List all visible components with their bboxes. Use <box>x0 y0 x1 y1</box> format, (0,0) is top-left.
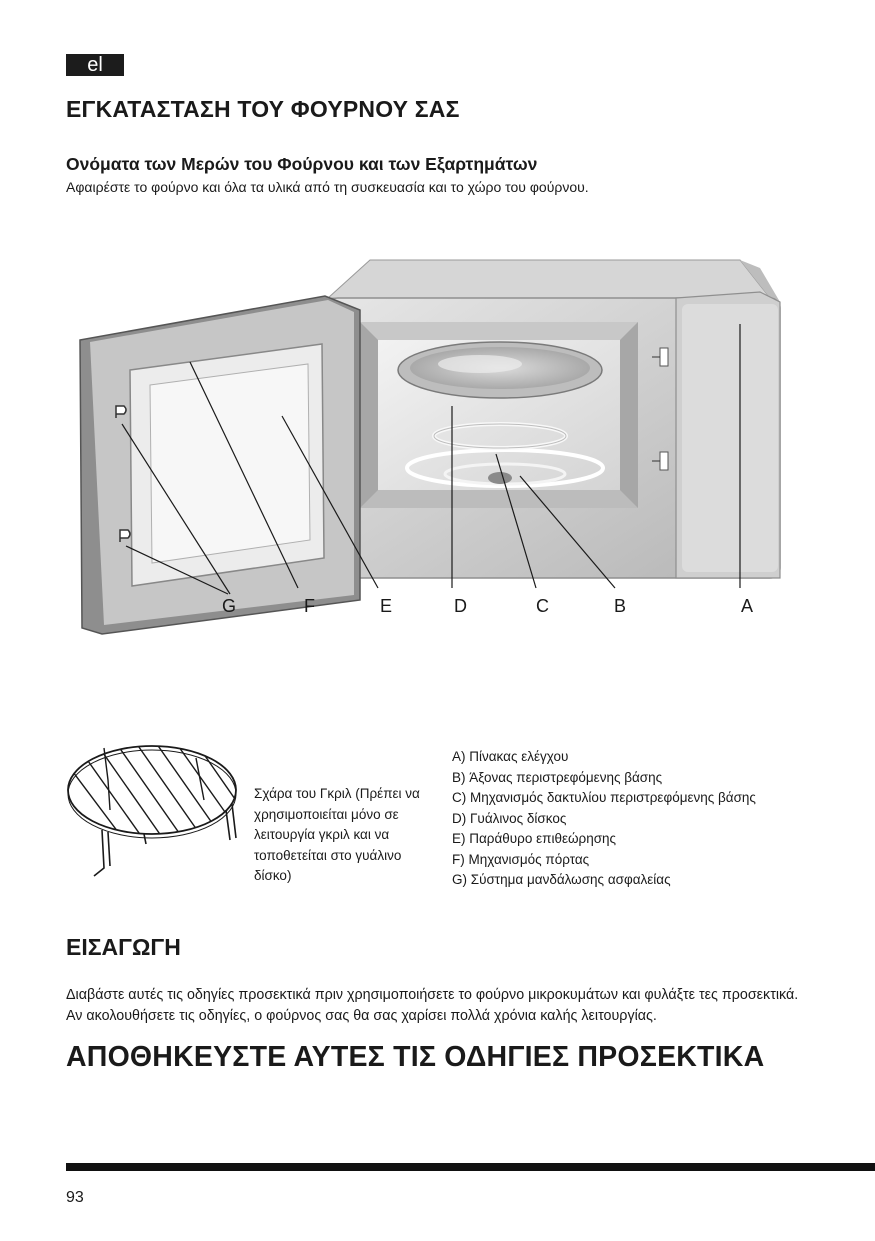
intro-heading: ΕΙΣΑΓΩΓΗ <box>66 934 181 960</box>
list-item: C) Μηχανισμός δακτυλίου περιστρεφόμενης βάσης <box>452 790 756 805</box>
rack-caption: Σχάρα του Γκριλ (Πρέπει να χρησιμοποιείται μόνο σε λειτουργία γκριλ και να τοποθετείται στο γυάλινο δίσκο) <box>254 786 420 883</box>
list-item: F) Μηχανισμός πόρτας <box>452 851 590 867</box>
glass-tray <box>398 342 602 398</box>
label-d: D <box>454 596 467 616</box>
intro-body: Διαβάστε αυτές τις οδηγίες προσεκτικά πριν χρησιμοποιήσετε το φούρνο μικροκυμάτων και φυλάξτε τες προσεκτικά. Αν ακολουθήσετε τις οδηγίες, ο φούρνος σας θα σας χαρίσει πολλά χρόνια καλής λειτουργίας. <box>66 987 799 1024</box>
label-f: F <box>304 596 315 616</box>
oven-door <box>80 296 360 634</box>
footer-rule <box>66 1163 875 1171</box>
save-instructions-headline: ΑΠΟΘΗΚΕΥΣΤΕ ΑΥΤΕΣ ΤΙΣ ΟΔΗΓΙΕΣ ΠΡΟΣΕΚΤΙΚΑ <box>66 1041 765 1073</box>
parts-heading: Ονόματα των Μερών του Φούρνου και των Εξαρτημάτων <box>66 154 538 174</box>
list-item: D) Γυάλινος δίσκος <box>452 810 567 826</box>
label-b: B <box>614 596 627 616</box>
microwave-diagram <box>60 240 850 640</box>
label-c: C <box>536 596 549 616</box>
parts-list <box>452 747 756 891</box>
page-number: 93 <box>66 1189 84 1206</box>
page-title: ΕΓΚΑΤΑΣΤΑΣΗ ΤΟΥ ΦΟΥΡΝΟΥ ΣΑΣ <box>66 96 460 122</box>
label-e: E <box>380 596 393 616</box>
parts-intro: Αφαιρέστε το φούρνο και όλα τα υλικά από τη συσκευασία και το χώρο του φούρνου. <box>66 179 589 195</box>
language-badge: el <box>66 54 124 76</box>
grill-rack-illustration <box>64 740 244 890</box>
label-a: A <box>741 596 754 616</box>
label-g: G <box>222 596 237 616</box>
list-item: A) Πίνακας ελέγχου <box>452 749 569 764</box>
list-item: E) Παράθυρο επιθεώρησης <box>452 831 617 846</box>
list-item: B) Άξονας περιστρεφόμενης βάσης <box>452 769 663 785</box>
list-item: G) Σύστημα μανδάλωσης ασφαλείας <box>452 872 671 887</box>
